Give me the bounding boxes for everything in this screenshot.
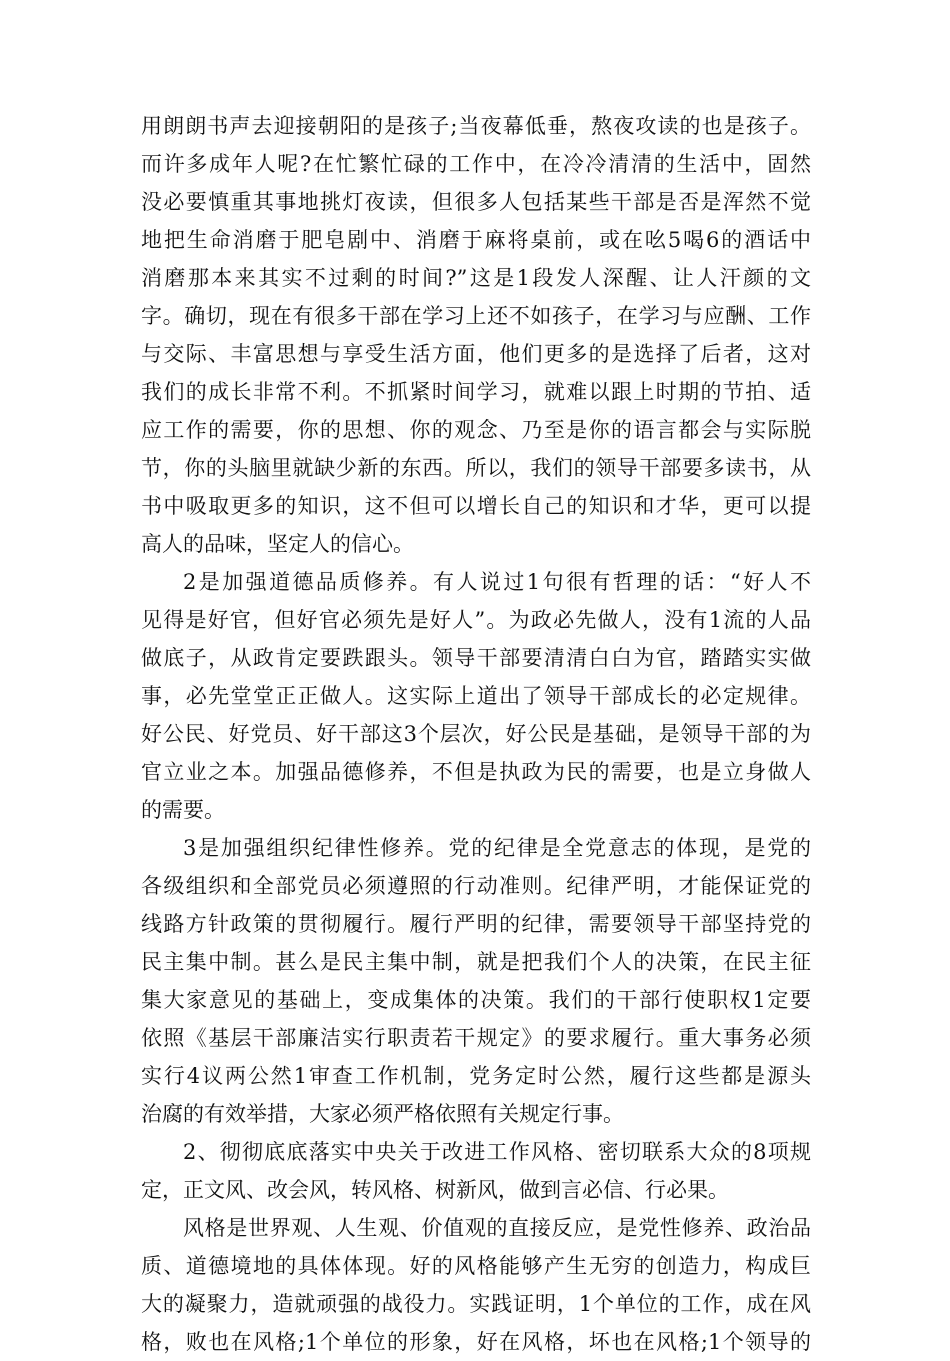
text-line: 2、彻彻底底落实中央关于改进工作风格、密切联系大众的8项规 bbox=[183, 1140, 811, 1164]
text-line: 消磨那本来其实不过剩的时间?”这是1段发人深醒、让人汗颜的文 bbox=[141, 266, 811, 290]
text-line: 各级组织和全部党员必须遵照的行动准则。纪律严明，才能保证党的 bbox=[141, 874, 811, 898]
text-line: 节，你的头脑里就缺少新的东西。所以，我们的领导干部要多读书，从 bbox=[141, 456, 811, 480]
text-line: 官立业之本。加强品德修养，不但是执政为民的需要，也是立身做人 bbox=[141, 760, 811, 784]
text-line: 定，正文风、改会风，转风格、树新风，做到言必信、行必果。 bbox=[141, 1178, 729, 1202]
text-line: 而许多成年人呢?在忙繁忙碌的工作中，在冷冷清清的生活中，固然 bbox=[141, 152, 811, 176]
text-line: 依照《基层干部廉洁实行职责若干规定》的要求履行。重大事务必须 bbox=[141, 1026, 811, 1050]
paragraph bbox=[141, 1133, 811, 1209]
text-line: 集大家意见的基础上，变成集体的决策。我们的干部行使职权1定要 bbox=[141, 988, 811, 1012]
text-line: 书中吸取更多的知识，这不但可以增长自己的知识和才华，更可以提 bbox=[141, 494, 811, 518]
text-line: 质、道德境地的具体体现。好的风格能够产生无穷的创造力，构成巨 bbox=[141, 1254, 811, 1278]
text-line: 与交际、丰富思想与享受生活方面，他们更多的是选择了后者，这对 bbox=[141, 342, 811, 366]
text-line: 民主集中制。甚么是民主集中制，就是把我们个人的决策，在民主征 bbox=[141, 950, 811, 974]
paragraph bbox=[141, 1209, 811, 1361]
text-line: 字。确切，现在有很多干部在学习上还不如孩子，在学习与应酬、工作 bbox=[141, 304, 811, 328]
text-line: 的需要。 bbox=[141, 798, 225, 822]
text-line: 3是加强组织纪律性修养。党的纪律是全党意志的体现，是党的 bbox=[183, 836, 811, 860]
paragraph bbox=[141, 829, 811, 1133]
text-line: 做底子，从政肯定要跌跟头。领导干部要清清白白为官，踏踏实实做 bbox=[141, 646, 811, 670]
text-line: 格，败也在风格;1个单位的形象，好在风格，坏也在风格;1个领导的 bbox=[141, 1330, 811, 1354]
text-line: 应工作的需要，你的思想、你的观念、乃至是你的语言都会与实际脱 bbox=[141, 418, 811, 442]
text-line: 线路方针政策的贯彻履行。履行严明的纪律，需要领导干部坚持党的 bbox=[141, 912, 811, 936]
text-line: 风格是世界观、人生观、价值观的直接反应，是党性修养、政治品 bbox=[183, 1216, 811, 1240]
text-line: 我们的成长非常不利。不抓紧时间学习，就难以跟上时期的节拍、适 bbox=[141, 380, 811, 404]
text-line: 好公民、好党员、好干部这3个层次，好公民是基础，是领导干部的为 bbox=[141, 722, 811, 746]
text-line: 没必要慎重其事地挑灯夜读，但很多人包括某些干部是否是浑然不觉 bbox=[141, 190, 811, 214]
text-line: 事，必先堂堂正正做人。这实际上道出了领导干部成长的必定规律。 bbox=[141, 684, 811, 708]
paragraph bbox=[141, 563, 811, 829]
text-line: 用朗朗书声去迎接朝阳的是孩子;当夜幕低垂，熬夜攻读的也是孩子。 bbox=[141, 114, 811, 138]
text-line: 治腐的有效举措，大家必须严格依照有关规定行事。 bbox=[141, 1102, 624, 1126]
text-line: 实行4议两公然1审查工作机制，党务定时公然，履行这些都是源头 bbox=[141, 1064, 811, 1088]
text-line: 高人的品味，坚定人的信心。 bbox=[141, 532, 414, 556]
paragraph bbox=[141, 107, 811, 563]
text-line: 大的凝聚力，造就顽强的战役力。实践证明，1个单位的工作，成在风 bbox=[141, 1292, 811, 1316]
text-line: 2是加强道德品质修养。有人说过1句很有哲理的话：“好人不 bbox=[183, 570, 811, 594]
document-body bbox=[141, 107, 811, 1361]
text-line: 地把生命消磨于肥皂剧中、消磨于麻将桌前，或在吆5喝6的酒话中 bbox=[141, 228, 811, 252]
text-line: 见得是好官，但好官必须先是好人”。为政必先做人，没有1流的人品 bbox=[141, 608, 811, 632]
